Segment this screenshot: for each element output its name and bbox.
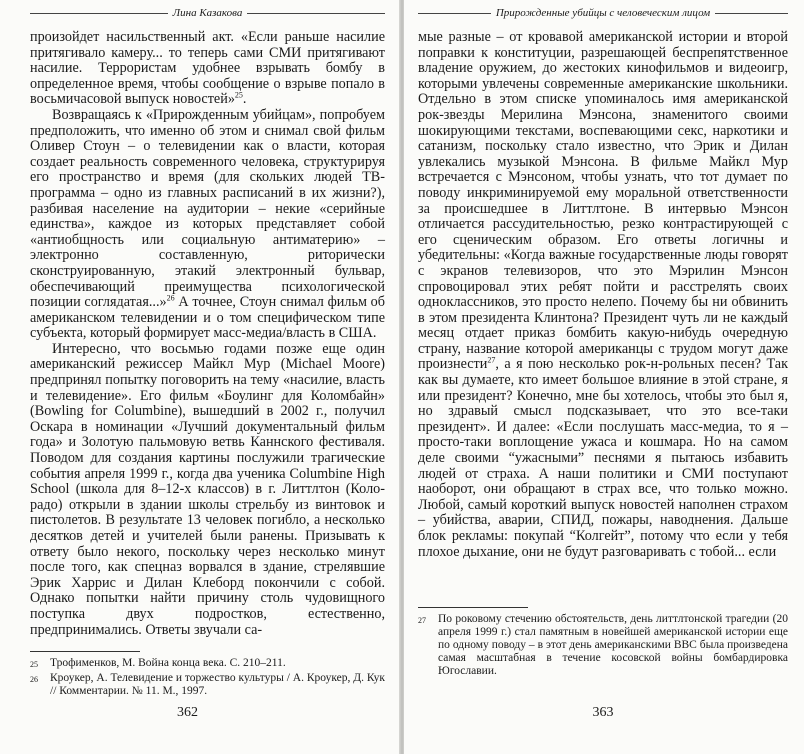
header-rule [30, 13, 168, 14]
paragraph: произойдет насильственный акт. «Если раньше насилие притягивало камеру... то теперь сами СМИ притягивают насилие. Террористам удобнее взрывать бомбу в определенное время, чтобы сообщение о взрыве попало в восьмичасовой выпуск новостей»$^{25}$. [30, 29, 385, 108]
paragraph: Возвращаясь к «Прирожденным убийцам», попробуем предположить, что именно об этом и снимал свой фильм Оливер Стоун – о телевидении как о власти, которая создает реальность современного человека, структурируя его пространство и время (для скольких людей ТВ-программа – одно из главных расписаний в их жизни?), разбивая население на аудитории – некие «серийные единства», каждое из которых представляет собой «антиобщность или социальную антиматерию» – электронно составленную, риторически сконструированную, этакий электронный бульвар, обеспечивающий преимущества психологической позиции соглядатая...»$^{26}$ А точнее, Стоун снимал фильм об американском телевидении и о том специфическом типе субъекта, который формирует масс-медиа/власть в США. [30, 106, 385, 342]
running-header-right [418, 7, 788, 19]
paragraph: мые разные – от кровавой американской истории и второй поправки к конституции, разрешающей беспрепятственное владение оружием, до жестоких кинофильмов и видеоигр, которыми увлечены современные американские школьники. Отдельно в этом списке упоминалось имя американской рок-звезды Мерилина Мэнсона, знаменитого своими шокирующими текстами, воспевающими секс, наркотики и сатанизм, поскольку стало известно, что Эрик и Дилан увлекались музыкой Мэнсона. В фильме Майкл Мур встречается с Мэнсоном, чтобы узнать, что тот думает по поводу инкриминируемой ему моральной ответственности за происшедшее в Литтлтоне. В интервью Мэнсон отличается рассудительностью, резко контрастирующей с его сценическим образом. Его ответы логичны и убедительны: «Когда важные государственные люды говорят с экранов телевизоров, что это Мэрилин Мэнсон спровоцировал этих ребят пойти и расстрелять своих одноклассников, это просто нелепо. Почему бы ни обвинить в этом президента Клинтона? Президент чуть ли не каждый месяц отдает приказ бомбить какую-нибудь очередную страну, название которой американцы с трудом могут даже произнести$^{27}$, а я пою несколько рок-н-рольных песен? Так как вы думаете, кто имеет большое влияние в этой стране, я или президент? Конечно, мне бы хотелось, чтобы это был я, но здравый смысл подсказывает, что это все-таки президент». И далее: «Если послушать масс-медиа, то я – просто-таки воплощение ужаса и кошмара. Но на самом деле своими “ужасными” песнями я пытаюсь избавить людей от страха. А наши политики и СМИ поступают наоборот, они обращают в страх все, что только можно. Любой, самый короткий выпуск новостей наполнен страхом – убийства, аварии, СПИД, пожары, наводнения. Дальше блок рекламы: покупай “Колгейт”, потому что если у тебя плохое дыхание, они не будут разговаривать с тобой... если [418, 29, 788, 560]
right-page [404, 0, 804, 754]
footnote-text: Кроукер, А. Телевидение и торжество культуры / А. Кроукер, Д. Кук // Комментарии. № 11. М., 1997. [50, 672, 385, 697]
footnote-number: 26 [30, 675, 38, 684]
header-title: Прирожденные убийцы с человеческим лицом [495, 7, 711, 19]
main-text-left [30, 30, 385, 638]
footnotes-right [418, 613, 788, 679]
running-header-left [30, 7, 385, 19]
footnote-number: 27 [418, 616, 426, 625]
footnote-rule [30, 651, 140, 652]
header-rule [715, 13, 788, 14]
footnote-text: Трофименков, М. Война конца века. С. 210–211. [50, 657, 286, 669]
main-text-right [418, 30, 788, 560]
footnote-number: 25 [30, 660, 38, 669]
footnote [30, 657, 385, 671]
footnote [418, 613, 788, 678]
header-rule [418, 13, 491, 14]
left-page [0, 0, 400, 754]
footnote-text: По роковому стечению обстоятельств, день литтлтонской трагедии (20 апреля 1999 г.) стал памятным в новейшей американской истории еще по одному поводу – в этот день американскими ВВС была произведена самая масштабная в течение косовской войны бомбардировка Югославии. [438, 613, 788, 677]
header-title: Лина Казакова [172, 7, 243, 19]
page-number-left: 362 [177, 705, 198, 720]
footnote [30, 672, 385, 698]
header-rule [247, 13, 385, 14]
paragraph: Интересно, что восьмью годами позже еще один американский режиссер Майкл Мур (Michael Moore) предпринял попытку поговорить на тему «насилие, власть и телевидение». Его фильм «Боулинг для Коломбайн» (Bowling for Columbine), вышедший в 2002 г., получил Оскара в номинации «Лучший документальный фильм года» и Золотую пальмовую ветвь Каннского фестиваля. Поводом для создания картины послужили трагические события апреля 1999 г., когда два ученика Columbine High School (школа для 8–12-х классов) в г. Литтлтон (Колорадо) открыли в здании школы стрельбу из винтовок и пистолетов. В результате 13 человек погибло, а несколько десятков детей и учителей были ранены. Призывать к ответу было некого, поскольку через несколько минут после того, как спецназ ворвался в здание, стрелявшие Эрик Харрис и Дилан Клеборд покончили с собой. Однако попытки найти причину столь чудовищного поступка двух подростков, естественно, предпринимались. Ответы звучали са- [30, 340, 385, 638]
page-number-right: 363 [592, 705, 614, 720]
footnotes-left [30, 657, 385, 699]
footnote-rule [418, 607, 528, 608]
